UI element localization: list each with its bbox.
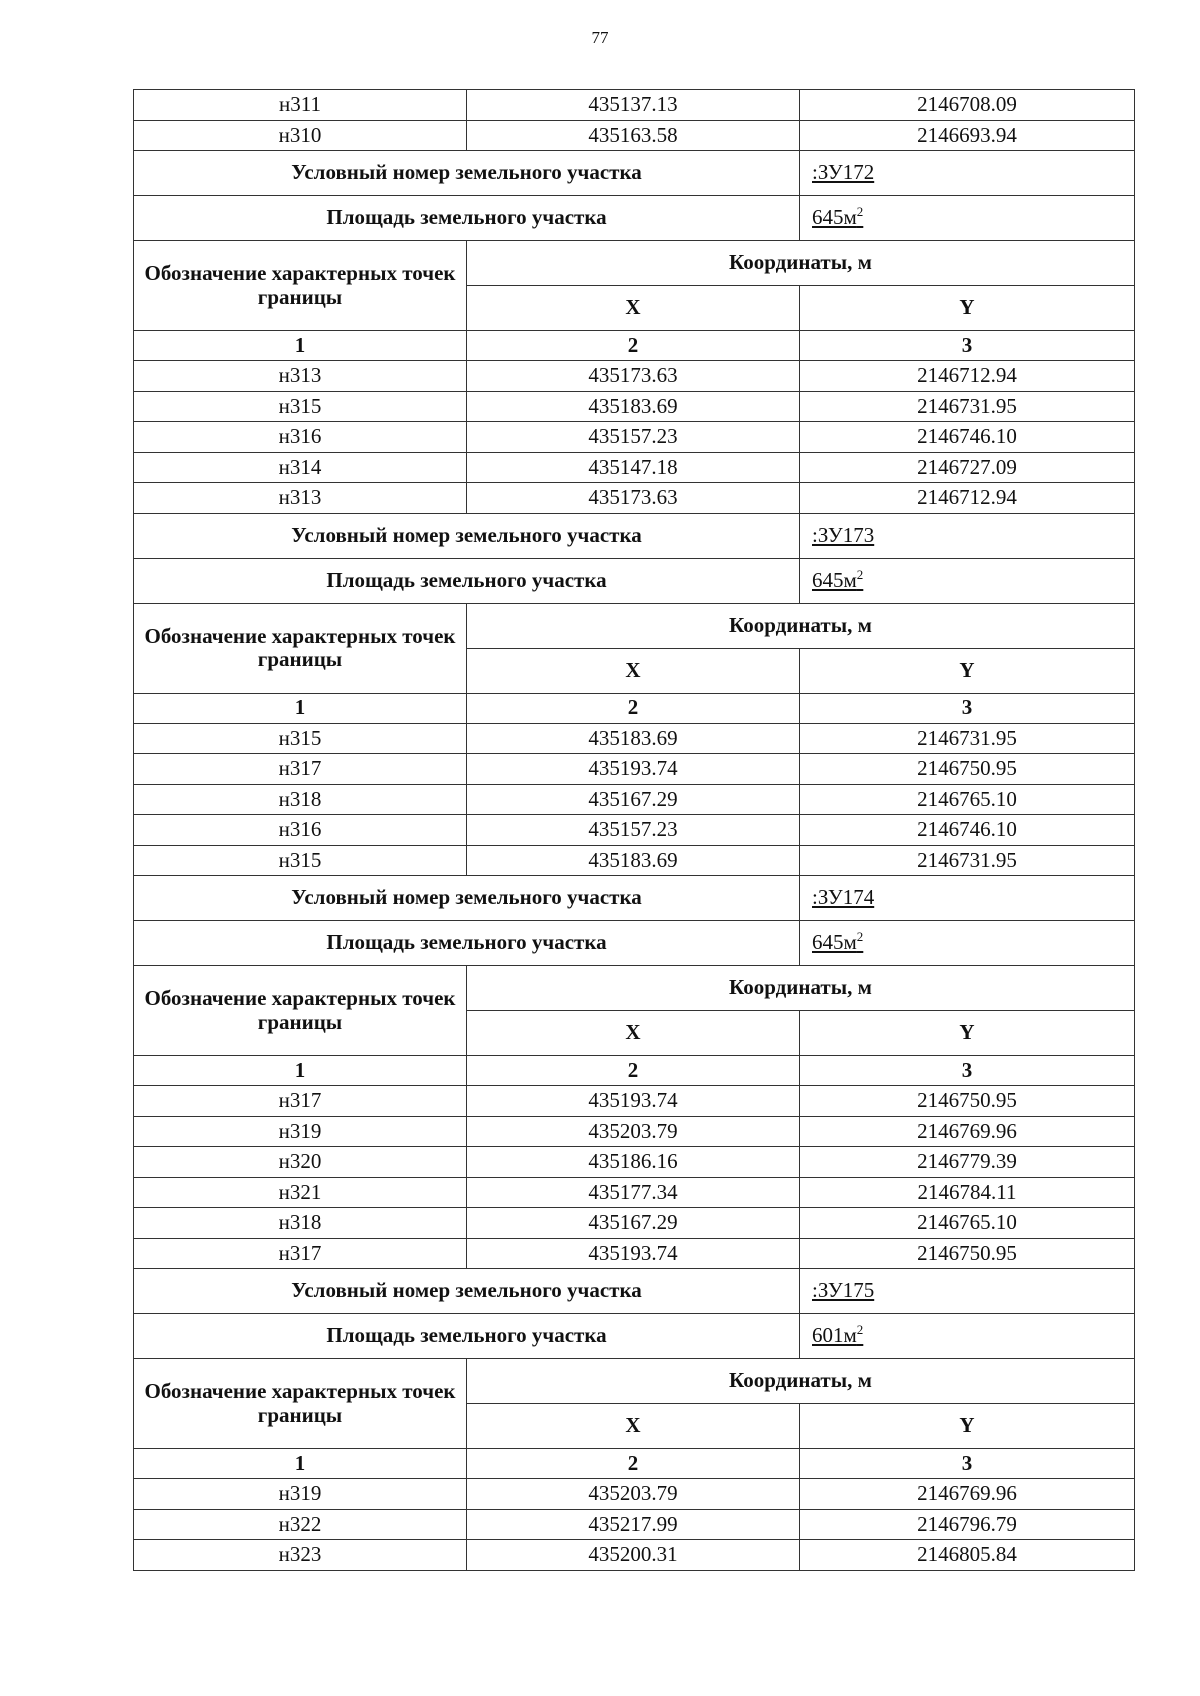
x-header: X xyxy=(467,1011,800,1056)
x-coordinate-cell: 435183.69 xyxy=(467,391,800,422)
parcel-number-row xyxy=(134,876,1135,921)
table-row xyxy=(134,452,1135,483)
points-header: Обозначение характерных точек границы xyxy=(134,966,467,1056)
column-numbers-row xyxy=(134,1056,1135,1086)
point-id-cell: н318 xyxy=(134,1208,467,1239)
parcel-number-value: :ЗУ172 xyxy=(812,160,875,185)
parcel-number-label: Условный номер земельного участка xyxy=(134,513,800,558)
point-id-cell: н322 xyxy=(134,1509,467,1540)
table-row xyxy=(134,1147,1135,1178)
parcel-area-value xyxy=(812,205,863,229)
column-number-3: 3 xyxy=(800,693,1135,723)
column-numbers-row xyxy=(134,693,1135,723)
point-id-cell: н313 xyxy=(134,483,467,514)
column-number-1: 1 xyxy=(134,693,467,723)
parcel-area-number: 645м xyxy=(812,930,857,955)
point-id-cell: н313 xyxy=(134,361,467,392)
y-coordinate-cell: 2146769.96 xyxy=(800,1479,1135,1510)
points-header: Обозначение характерных точек границы xyxy=(134,1359,467,1449)
parcel-area-row xyxy=(134,921,1135,966)
table-row xyxy=(134,391,1135,422)
y-header: Y xyxy=(800,1011,1135,1056)
parcel-area-unit-power: 2 xyxy=(856,1322,864,1338)
y-header: Y xyxy=(800,1404,1135,1449)
point-id-cell: н321 xyxy=(134,1177,467,1208)
point-id-cell: н317 xyxy=(134,754,467,785)
parcel-area-unit-power: 2 xyxy=(856,566,864,582)
y-coordinate-cell: 2146746.10 xyxy=(800,815,1135,846)
y-header: Y xyxy=(800,286,1135,331)
column-number-2: 2 xyxy=(467,693,800,723)
coordinates-header: Координаты, м xyxy=(467,603,1135,648)
column-number-1: 1 xyxy=(134,331,467,361)
y-coordinate-cell: 2146769.96 xyxy=(800,1116,1135,1147)
parcel-area-row xyxy=(134,558,1135,603)
page-number: 77 xyxy=(591,28,609,47)
parcel-number-value-cell xyxy=(800,876,1135,921)
parcel-number-value: :ЗУ174 xyxy=(812,885,875,910)
point-id-cell: н311 xyxy=(134,90,467,121)
table-row xyxy=(134,120,1135,151)
x-header: X xyxy=(467,648,800,693)
point-id-cell: н319 xyxy=(134,1116,467,1147)
x-coordinate-cell: 435193.74 xyxy=(467,1086,800,1117)
parcel-area-number: 645м xyxy=(812,567,857,592)
parcel-area-row xyxy=(134,196,1135,241)
parcel-area-unit-power: 2 xyxy=(856,929,864,945)
column-number-1: 1 xyxy=(134,1449,467,1479)
coordinates-header: Координаты, м xyxy=(467,241,1135,286)
x-coordinate-cell: 435203.79 xyxy=(467,1116,800,1147)
table-header-row xyxy=(134,603,1135,648)
point-id-cell: н323 xyxy=(134,1540,467,1571)
column-numbers-row xyxy=(134,1449,1135,1479)
point-id-cell: н314 xyxy=(134,452,467,483)
y-coordinate-cell: 2146731.95 xyxy=(800,845,1135,876)
table-row xyxy=(134,1509,1135,1540)
point-id-cell: н310 xyxy=(134,120,467,151)
parcel-area-value xyxy=(812,930,863,954)
parcel-number-label: Условный номер земельного участка xyxy=(134,876,800,921)
parcel-area-label: Площадь земельного участка xyxy=(134,196,800,241)
parcel-area-value xyxy=(812,1323,863,1347)
x-coordinate-cell: 435167.29 xyxy=(467,1208,800,1239)
points-header: Обозначение характерных точек границы xyxy=(134,603,467,693)
parcel-number-row xyxy=(134,151,1135,196)
parcel-area-label: Площадь земельного участка xyxy=(134,1314,800,1359)
column-number-2: 2 xyxy=(467,1449,800,1479)
column-number-3: 3 xyxy=(800,1449,1135,1479)
x-coordinate-cell: 435177.34 xyxy=(467,1177,800,1208)
parcel-area-value-cell xyxy=(800,1314,1135,1359)
point-id-cell: н315 xyxy=(134,391,467,422)
x-header: X xyxy=(467,1404,800,1449)
point-id-cell: н319 xyxy=(134,1479,467,1510)
x-coordinate-cell: 435183.69 xyxy=(467,845,800,876)
y-coordinate-cell: 2146712.94 xyxy=(800,483,1135,514)
parcel-area-value-cell xyxy=(800,196,1135,241)
parcel-number-row xyxy=(134,1269,1135,1314)
x-coordinate-cell: 435217.99 xyxy=(467,1509,800,1540)
parcel-area-value xyxy=(812,568,863,592)
parcel-number-label: Условный номер земельного участка xyxy=(134,1269,800,1314)
x-coordinate-cell: 435163.58 xyxy=(467,120,800,151)
table-header-row xyxy=(134,241,1135,286)
y-coordinate-cell: 2146750.95 xyxy=(800,1238,1135,1269)
table-row xyxy=(134,422,1135,453)
column-numbers-row xyxy=(134,331,1135,361)
point-id-cell: н317 xyxy=(134,1238,467,1269)
column-number-1: 1 xyxy=(134,1056,467,1086)
table-row xyxy=(134,1086,1135,1117)
point-id-cell: н315 xyxy=(134,845,467,876)
x-coordinate-cell: 435193.74 xyxy=(467,754,800,785)
x-coordinate-cell: 435147.18 xyxy=(467,452,800,483)
y-coordinate-cell: 2146765.10 xyxy=(800,1208,1135,1239)
y-coordinate-cell: 2146731.95 xyxy=(800,391,1135,422)
coordinates-header: Координаты, м xyxy=(467,1359,1135,1404)
x-coordinate-cell: 435173.63 xyxy=(467,361,800,392)
x-coordinate-cell: 435157.23 xyxy=(467,422,800,453)
parcel-number-value: :ЗУ175 xyxy=(812,1278,875,1303)
column-number-3: 3 xyxy=(800,1056,1135,1086)
y-coordinate-cell: 2146727.09 xyxy=(800,452,1135,483)
table-row xyxy=(134,1540,1135,1571)
table-row xyxy=(134,1479,1135,1510)
y-coordinate-cell: 2146784.11 xyxy=(800,1177,1135,1208)
parcel-area-number: 645м xyxy=(812,205,857,230)
x-coordinate-cell: 435157.23 xyxy=(467,815,800,846)
y-coordinate-cell: 2146708.09 xyxy=(800,90,1135,121)
y-coordinate-cell: 2146712.94 xyxy=(800,361,1135,392)
column-number-3: 3 xyxy=(800,331,1135,361)
point-id-cell: н316 xyxy=(134,815,467,846)
table-header-row xyxy=(134,1359,1135,1404)
parcel-number-row xyxy=(134,513,1135,558)
point-id-cell: н315 xyxy=(134,723,467,754)
table-header-row xyxy=(134,966,1135,1011)
table-row xyxy=(134,90,1135,121)
table-row xyxy=(134,483,1135,514)
coordinates-header: Координаты, м xyxy=(467,966,1135,1011)
table-row xyxy=(134,845,1135,876)
point-id-cell: н318 xyxy=(134,784,467,815)
column-number-2: 2 xyxy=(467,1056,800,1086)
x-coordinate-cell: 435173.63 xyxy=(467,483,800,514)
parcel-area-label: Площадь земельного участка xyxy=(134,921,800,966)
y-coordinate-cell: 2146750.95 xyxy=(800,754,1135,785)
table-row xyxy=(134,1116,1135,1147)
table-row xyxy=(134,361,1135,392)
column-number-2: 2 xyxy=(467,331,800,361)
y-coordinate-cell: 2146796.79 xyxy=(800,1509,1135,1540)
table-row xyxy=(134,1177,1135,1208)
parcel-number-value: :ЗУ173 xyxy=(812,522,875,547)
x-header: X xyxy=(467,286,800,331)
table-row xyxy=(134,1238,1135,1269)
y-coordinate-cell: 2146779.39 xyxy=(800,1147,1135,1178)
table-row xyxy=(134,1208,1135,1239)
y-coordinate-cell: 2146750.95 xyxy=(800,1086,1135,1117)
y-coordinate-cell: 2146805.84 xyxy=(800,1540,1135,1571)
x-coordinate-cell: 435167.29 xyxy=(467,784,800,815)
x-coordinate-cell: 435193.74 xyxy=(467,1238,800,1269)
x-coordinate-cell: 435200.31 xyxy=(467,1540,800,1571)
table-row xyxy=(134,754,1135,785)
parcel-area-value-cell xyxy=(800,921,1135,966)
y-coordinate-cell: 2146693.94 xyxy=(800,120,1135,151)
parcel-area-value-cell xyxy=(800,558,1135,603)
x-coordinate-cell: 435137.13 xyxy=(467,90,800,121)
table-row xyxy=(134,815,1135,846)
x-coordinate-cell: 435203.79 xyxy=(467,1479,800,1510)
point-id-cell: н317 xyxy=(134,1086,467,1117)
parcel-area-label: Площадь земельного участка xyxy=(134,558,800,603)
parcel-number-value-cell xyxy=(800,1269,1135,1314)
point-id-cell: н320 xyxy=(134,1147,467,1178)
y-coordinate-cell: 2146765.10 xyxy=(800,784,1135,815)
point-id-cell: н316 xyxy=(134,422,467,453)
y-coordinate-cell: 2146731.95 xyxy=(800,723,1135,754)
x-coordinate-cell: 435186.16 xyxy=(467,1147,800,1178)
x-coordinate-cell: 435183.69 xyxy=(467,723,800,754)
parcel-number-label: Условный номер земельного участка xyxy=(134,151,800,196)
table-row xyxy=(134,723,1135,754)
coordinates-table xyxy=(133,89,1135,1571)
table-row xyxy=(134,784,1135,815)
parcel-number-value-cell xyxy=(800,151,1135,196)
points-header: Обозначение характерных точек границы xyxy=(134,241,467,331)
parcel-number-value-cell xyxy=(800,513,1135,558)
parcel-area-row xyxy=(134,1314,1135,1359)
y-header: Y xyxy=(800,648,1135,693)
parcel-area-unit-power: 2 xyxy=(856,204,864,220)
y-coordinate-cell: 2146746.10 xyxy=(800,422,1135,453)
parcel-area-number: 601м xyxy=(812,1323,857,1348)
